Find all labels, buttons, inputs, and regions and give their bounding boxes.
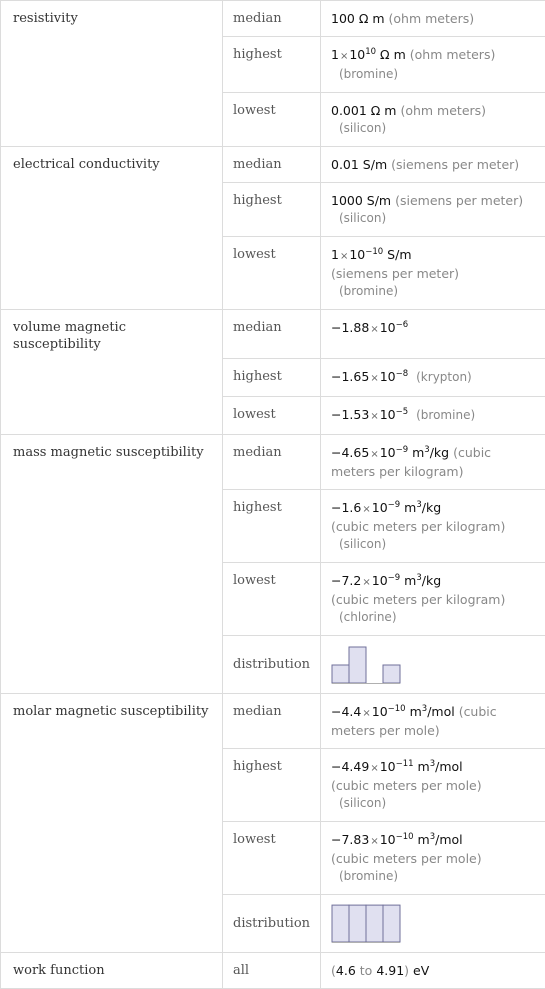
value-cell: $-1.53\times 10^{-5}$ (bromine) (321, 397, 545, 435)
sub-label: distribution (223, 636, 321, 694)
value-cell: $-1.6\times 10^{-9}$ $m^3/kg$ (cubic meters per kilogram) (silicon) (321, 490, 545, 563)
histogram-bar (332, 665, 349, 683)
table-row (1, 147, 545, 183)
value-cell: 1000 S/m (siemens per meter) (silicon) (321, 183, 545, 237)
value-cell: $1\times 10^{-10}$ S/m (siemens per meter) (bromine) (321, 237, 545, 310)
sub-label: median (223, 310, 321, 359)
table-row (1, 953, 545, 989)
property-electrical-conductivity: electrical conductivity (1, 147, 223, 310)
sub-label: lowest (223, 237, 321, 310)
table-row (1, 435, 545, 490)
histogram-bar (349, 905, 366, 942)
histogram-bar (383, 905, 400, 942)
value-cell (321, 636, 545, 694)
value-cell: $-1.88\times 10^{-6}$ (321, 310, 545, 359)
sub-label: lowest (223, 93, 321, 147)
property-volume-magnetic-susceptibility: volume magnetic susceptibility (1, 310, 223, 435)
sub-label: highest (223, 490, 321, 563)
sub-label: median (223, 694, 321, 749)
property-molar-magnetic-susceptibility: molar magnetic susceptibility (1, 694, 223, 953)
sub-label: highest (223, 37, 321, 93)
histogram-bar (349, 647, 366, 683)
value-cell: $1\times 10^{10}$ Ω m (ohm meters) (bromine) (321, 37, 545, 93)
value-cell: $-7.83\times 10^{-10}$ $m^3$/mol (cubic meters per mole) (bromine) (321, 822, 545, 895)
sub-label: distribution (223, 895, 321, 953)
value-cell: (4.6 to 4.91) eV (321, 953, 545, 989)
value-cell: 0.001 Ω m (ohm meters) (silicon) (321, 93, 545, 147)
value-cell (321, 895, 545, 953)
value-cell: $-1.65\times 10^{-8}$ (krypton) (321, 359, 545, 397)
property-work-function: work function (1, 953, 223, 989)
property-resistivity: resistivity (1, 1, 223, 147)
histogram-bar (332, 905, 349, 942)
sub-label: lowest (223, 563, 321, 636)
distribution-histogram (331, 644, 411, 686)
sub-label: median (223, 1, 321, 37)
value-cell: $-4.49\times 10^{-11}$ $m^3$/mol (cubic meters per mole) (silicon) (321, 749, 545, 822)
property-mass-magnetic-susceptibility: mass magnetic susceptibility (1, 435, 223, 694)
distribution-histogram (331, 903, 411, 945)
sub-label: lowest (223, 822, 321, 895)
value-cell: 100 Ω m (ohm meters) (321, 1, 545, 37)
histogram-bar (366, 905, 383, 942)
sub-label: all (223, 953, 321, 989)
table-row (1, 694, 545, 749)
value-cell: 0.01 S/m (siemens per meter) (321, 147, 545, 183)
table-row (1, 310, 545, 359)
table-row (1, 1, 545, 37)
sub-label: lowest (223, 397, 321, 435)
value-cell: $-4.4\times 10^{-10}$ $m^3$/mol (cubic meters per mole) (321, 694, 545, 749)
sub-label: highest (223, 749, 321, 822)
value-cell: $-4.65\times 10^{-9}$ $m^3/kg$ (cubic meters per kilogram) (321, 435, 545, 490)
sub-label: highest (223, 183, 321, 237)
value-cell: $-7.2\times 10^{-9}$ $m^3/kg$ (cubic meters per kilogram) (chlorine) (321, 563, 545, 636)
sub-label: median (223, 147, 321, 183)
histogram-bar (383, 665, 400, 683)
sub-label: highest (223, 359, 321, 397)
sub-label: median (223, 435, 321, 490)
